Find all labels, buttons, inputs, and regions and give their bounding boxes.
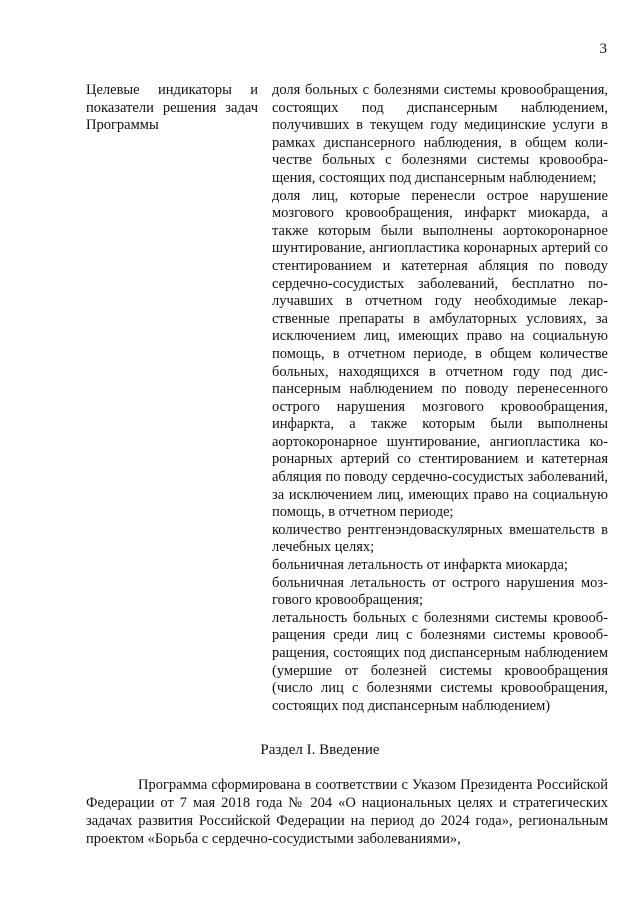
indicator-item: доля лиц, которые перенесли острое нарушение мозгового кровообращения, инфаркт миокарда, а также которым были выполнены аортокоронарное шунтирование, ангиопластика коронарных артерий со стентированием и катетерная абляция по поводу сердечно-сосудистых заболеваний, бесплатно получавших в отчетном году необходимые лекарственные препараты в амбулаторных условиях, за исключением лиц, имеющих право на социальную помощь, в отчетном периоде, в общем количестве больных, находящихся в отчетном году под диспансерным наблюдением по поводу перенесенного острого нарушения мозгового кровообращения, инфаркта, а также которым были выполнены аортокоронарное шунтирование, ангиопластика коронарных артерий со стентированием и катетерная абляция по поводу сердечно-сосудистых заболеваний, за исключением лиц, имеющих право на социальную помощь, в отчетном периоде; [272, 187, 608, 521]
page-number: 3 [599, 41, 607, 57]
indicator-item: количество рентгенэндоваскулярных вмешательств в лечебных целях; [272, 521, 608, 556]
section-heading: Раздел I. Введение [260, 742, 380, 758]
indicator-item: доля больных с болезнями системы кровообращения, состоящих под диспансерным наблюдением, получивших в текущем году медицинские услуги в рамках диспансерного наблюдения, в общем количестве больных с болезнями системы кровообращения, состоящих под диспансерным наблюдением; [272, 82, 608, 186]
intro-paragraph: Программа сформирована в соответствии с Указом Президента Российской Федерации от 7 мая 2018 года № 204 «О национальных целях и стратегических задачах развития Российской Федерации на период до 2024 года», региональным проектом «Борьба с сердечно-сосудистыми заболеваниями», [86, 777, 608, 847]
indicators-label: Целевые индикаторы и показатели решения задач Программы [86, 82, 258, 134]
indicator-item: летальность больных с болезнями системы кровообращения среди лиц с болезнями системы кровообращения, состоящих под диспансерным наблюдением (умершие от болезней системы кровообращения (число лиц с болезнями системы кровообращения, состоящих под диспансерным наблюдением) [272, 609, 608, 714]
indicator-item: больничная летальность от острого нарушения мозгового кровообращения; [272, 574, 608, 609]
indicator-item: больничная летальность от инфаркта миокарда; [272, 557, 568, 574]
indicators-list [272, 82, 608, 715]
